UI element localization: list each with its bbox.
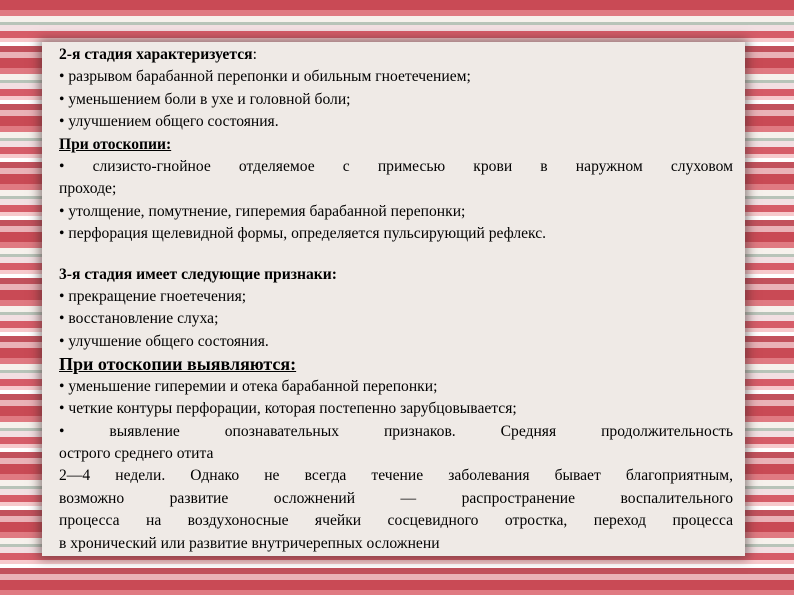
stage2-heading: 2-я стадия характеризуется [59,46,253,63]
stage3-otoscopy-item: в хронический или развитие внутричерепных осложнени [59,534,440,552]
stage2-otoscopy-heading: При отоскопии: [59,135,172,153]
stage2-heading-colon: : [252,46,257,63]
stage2-item: • разрывом барабанной перепонки и обильным гноетечением; [59,68,471,86]
stage3-item: • улучшение общего состояния. [59,332,269,350]
stage2-item: • улучшением общего состояния. [59,113,279,131]
stage2-heading-line [59,44,733,66]
stage3-heading: 3-я стадия имеет следующие признаки: [59,265,337,283]
stage2-otoscopy-item: • перфорация щелевидной формы, определяется пульсирующий рефлекс. [59,225,547,243]
section-gap [59,246,733,264]
stage2-item: • уменьшением боли в ухе и головной боли; [59,90,351,108]
stage3-otoscopy-item: • выявление опознавательных признаков. Средняя продолжительность [59,422,733,440]
stage2-otoscopy-item: проходе; [59,180,117,198]
stage3-otoscopy-heading: При отоскопии выявляются: [59,354,297,375]
content-panel [42,42,745,556]
stage3-item: • прекращение гноетечения; [59,288,247,306]
stage3-otoscopy-item: • уменьшение гиперемии и отека барабанной перепонки; [59,377,438,395]
stage2-otoscopy-item: • слизисто-гнойное отделяемое с примесью крови в наружном слуховом [59,158,733,176]
stage2-otoscopy-item: • утолщение, помутнение, гиперемия барабанной перепонки; [59,202,466,220]
stage3-otoscopy-item: 2—4 недели. Однако не всегда течение заболевания бывает благоприятным, [59,467,733,485]
stage3-otoscopy-item: возможно развитие осложнений — распространение воспалительного [59,489,733,507]
stage3-otoscopy-item: процесса на воздухоносные ячейки сосцевидного отростка, переход процесса [59,512,733,530]
stage3-otoscopy-item: • четкие контуры перфорации, которая постепенно зарубцовывается; [59,400,517,418]
stage3-otoscopy-item: острого среднего отита [59,444,214,462]
stage3-item: • восстановление слуха; [59,310,219,328]
